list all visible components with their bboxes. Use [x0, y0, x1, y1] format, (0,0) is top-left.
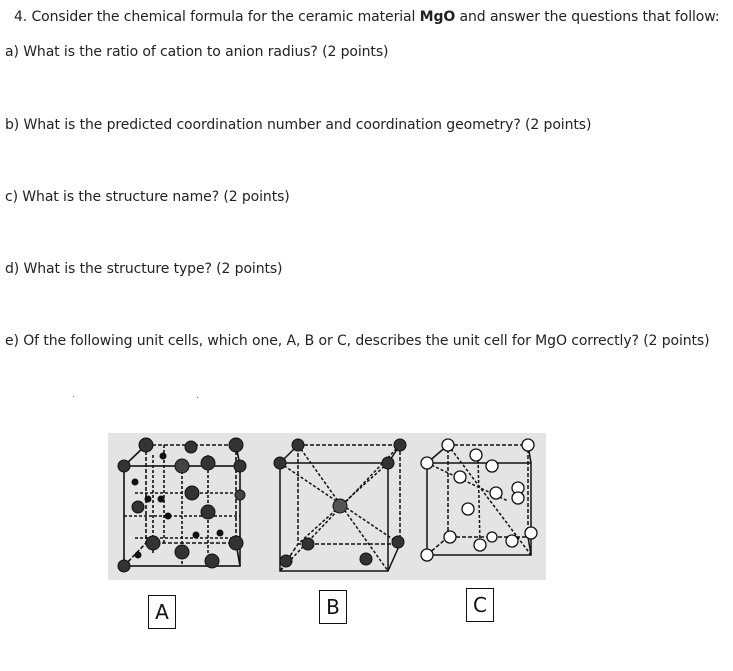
question-title — [14, 9, 719, 25]
unit-cell-b-atoms — [274, 439, 406, 567]
question-part-e: e) Of the following unit cells, which one, A, B or C, describes the unit cell for MgO correctly? (2 points) — [5, 333, 710, 349]
scan-speck — [197, 397, 198, 398]
unit-cell-label-c: C — [466, 588, 494, 622]
unit-cell-label-b: B — [319, 590, 347, 624]
question-part-b: b) What is the predicted coordination number and coordination geometry? (2 points) — [5, 117, 592, 133]
unit-cell-label-a: A — [148, 595, 176, 629]
title-formula: MgO — [419, 9, 456, 25]
title-suffix: and answer the questions that follow: — [455, 9, 720, 25]
title-prefix: 4. Consider the chemical formula for the ceramic material — [14, 9, 420, 25]
unit-cell-a-atoms — [118, 438, 246, 572]
question-part-d: d) What is the structure type? (2 points) — [5, 261, 283, 277]
question-part-a: a) What is the ratio of cation to anion radius? (2 points) — [5, 44, 389, 60]
question-part-c: c) What is the structure name? (2 points) — [5, 189, 290, 205]
scan-speck — [73, 396, 74, 397]
unit-cells-figure — [108, 433, 546, 580]
